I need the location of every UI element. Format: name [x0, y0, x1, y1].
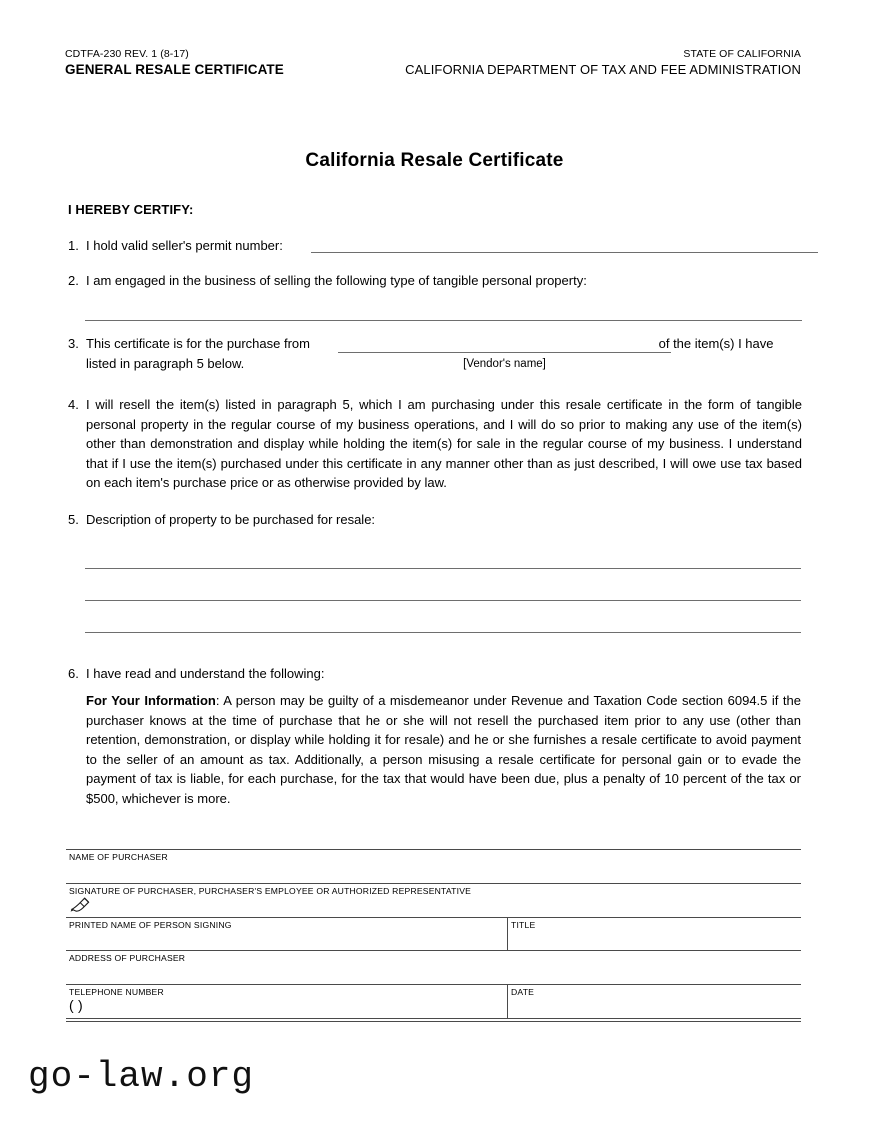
- description-field-line-2[interactable]: [85, 600, 801, 601]
- printed-name-title-row: [66, 917, 801, 950]
- title-label: TITLE: [511, 920, 536, 930]
- item-1-text: I hold valid seller's permit number:: [86, 238, 283, 253]
- for-your-information-label: For Your Information: [86, 693, 216, 708]
- item-3-text-before: This certificate is for the purchase from: [86, 336, 310, 351]
- item-5-number: 5.: [68, 512, 79, 527]
- name-of-purchaser-row[interactable]: [66, 849, 801, 883]
- list-item-2: [68, 271, 808, 291]
- state-of-california-label: STATE OF CALIFORNIA: [683, 48, 801, 60]
- date-label: DATE: [511, 987, 535, 997]
- item-6-text: I have read and understand the following:: [86, 666, 325, 681]
- for-your-information-body: : A person may be guilty of a misdemeanor under Revenue and Taxation Code section 6094.5 if the purchaser knows at the time of purchase that he or she will not resell the purchased item prior to any use (other than retention, demonstration, or display while holding it for resale) and he or she furnishes a resale certificate to avoid payment to the seller of an amount as tax. Additionally, a person misusing a resale certificate for personal gain or to evade the payment of tax is liable, for each purchase, for the tax that would have been due, plus a penalty of 10 percent of the tax or $500, whichever is more.: [86, 693, 801, 806]
- row-divider: [507, 985, 508, 1018]
- certify-heading: I HEREBY CERTIFY:: [68, 202, 194, 217]
- for-your-information-block: [86, 691, 801, 808]
- telephone-area-code-parens[interactable]: ( ): [69, 997, 83, 1013]
- item-3-text-after: of the item(s) I have: [658, 336, 774, 351]
- row-divider: [507, 918, 508, 950]
- telephone-number-label: TELEPHONE NUMBER: [69, 987, 164, 997]
- form-title: GENERAL RESALE CERTIFICATE: [65, 62, 284, 77]
- signature-block: [66, 849, 801, 1018]
- printed-name-label: PRINTED NAME OF PERSON SIGNING: [69, 920, 232, 930]
- document-header: [65, 48, 801, 78]
- bottom-rule-inner: [66, 1021, 801, 1022]
- bottom-rule-outer: [66, 1018, 801, 1019]
- description-field-line-1[interactable]: [85, 568, 801, 569]
- signature-pen-icon: [70, 896, 92, 912]
- item-4-number: 4.: [68, 397, 79, 412]
- list-item-5: [68, 510, 808, 530]
- item-2-number: 2.: [68, 273, 79, 288]
- item-4-text: I will resell the item(s) listed in paragraph 5, which I am purchasing under this resale certificate in the form of tangible personal property in the regular course of my business operations, and I will do so prior to making any use of the item(s) other than demonstration and display while holding the item(s) for sale in the regular course of my business. I understand that if I use the item(s) purchased under this certificate in any manner other than as just described, I will owe use tax based on each item's purchase price or as otherwise provided by law.: [86, 397, 802, 490]
- business-type-field[interactable]: [85, 320, 802, 321]
- vendor-name-field[interactable]: [338, 352, 671, 353]
- header-left: [65, 48, 284, 78]
- item-6-number: 6.: [68, 666, 79, 681]
- description-field-line-3[interactable]: [85, 632, 801, 633]
- list-item-4: [68, 395, 802, 493]
- item-3-number: 3.: [68, 336, 79, 351]
- name-of-purchaser-label: NAME OF PURCHASER: [69, 852, 168, 862]
- signature-label: SIGNATURE OF PURCHASER, PURCHASER'S EMPLOYEE OR AUTHORIZED REPRESENTATIVE: [69, 886, 472, 896]
- item-3-text-second-line: listed in paragraph 5 below.: [86, 355, 245, 371]
- address-of-purchaser-label: ADDRESS OF PURCHASER: [69, 953, 186, 963]
- item-5-text: Description of property to be purchased for resale:: [86, 512, 376, 527]
- telephone-date-row: [66, 984, 801, 1018]
- vendor-name-caption: [Vendor's name]: [463, 358, 546, 370]
- item-1-number: 1.: [68, 238, 79, 253]
- item-2-text: I am engaged in the business of selling the following type of tangible personal property:: [86, 273, 587, 288]
- form-number: CDTFA-230 REV. 1 (8-17): [65, 48, 189, 60]
- signature-row[interactable]: [66, 883, 801, 917]
- header-right: [405, 48, 801, 78]
- list-item-6: [68, 664, 808, 684]
- watermark-text: go-law.org: [28, 1056, 255, 1097]
- page-title: California Resale Certificate: [305, 150, 564, 171]
- sellers-permit-number-field[interactable]: [311, 252, 818, 253]
- address-of-purchaser-row[interactable]: [66, 950, 801, 984]
- department-name: CALIFORNIA DEPARTMENT OF TAX AND FEE ADMINISTRATION: [405, 62, 801, 77]
